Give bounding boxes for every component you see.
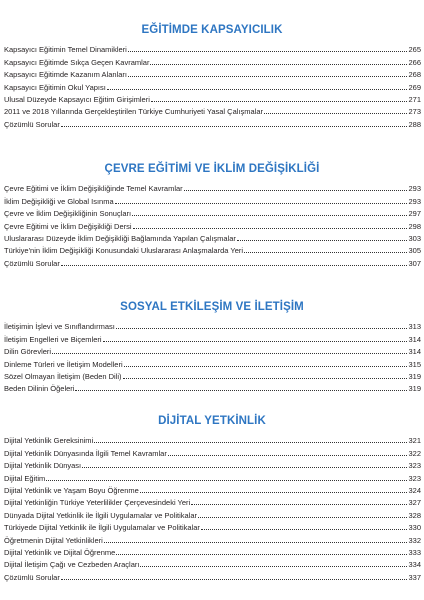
toc-entry-title: Dijital Yetkinlik Dünyasında İlgili Temel Kavramlar	[4, 448, 167, 458]
toc-entry-title: Uluslararası Düzeyde İklim Değişikliği Bağlamında Yapılan Çalışmalar	[4, 233, 236, 243]
toc-entry-page: 293	[408, 196, 421, 206]
toc-entry-title: 2011 ve 2018 Yıllarında Gerçekleştirilen Türkiye Cumhuriyeti Yasal Çalışmalar	[4, 107, 264, 117]
dot-leader	[61, 264, 408, 266]
toc-entry-page: 288	[408, 119, 421, 129]
toc-entry-title: Türkiye'nin İklim Değişikliği Konusundaki Uluslararası Anlaşmalarda Yeri	[4, 246, 244, 256]
toc-entry-page: 268	[408, 70, 421, 80]
section-title: ÇEVRE EĞİTİMİ VE İKLİM DEĞİŞİKLİĞİ	[104, 163, 320, 175]
toc-entry-title: Dijital İletişim Çağı ve Cezbeden Araçları	[4, 560, 140, 570]
toc-section-climate	[0, 163, 424, 268]
section-title: DİJİTAL YETKİNLİK	[158, 415, 266, 427]
toc-entry-page: 321	[408, 436, 421, 446]
toc-entry-title: Kapsayıcı Eğitimin Temel Dinamikleri	[4, 45, 127, 55]
dot-leader	[244, 251, 407, 253]
toc-entry-page: 273	[408, 107, 421, 117]
section-title: SOSYAL ETKİLEŞİM VE İLETİŞİM	[120, 301, 304, 313]
toc-entry	[4, 369, 421, 381]
dot-leader	[184, 189, 408, 191]
toc-entry-title: Kapsayıcı Eğitimin Okul Yapısı	[4, 82, 106, 92]
toc-entry-page: 328	[408, 510, 421, 520]
toc-entry-page: 332	[408, 535, 421, 545]
toc-entry-page: 297	[408, 209, 421, 219]
entry-list	[0, 319, 424, 393]
toc-entry	[4, 255, 421, 267]
toc-entry-page: 266	[408, 57, 421, 67]
dot-leader	[128, 75, 408, 77]
toc-entry	[4, 243, 421, 255]
toc-entry-page: 314	[408, 334, 421, 344]
toc-entry-title: Çözümlü Sorular	[4, 258, 60, 268]
toc-entry-page: 265	[408, 45, 421, 55]
dot-leader	[75, 389, 407, 391]
entry-list	[0, 433, 424, 582]
toc-entry-title: Ulusal Düzeyde Kapsayıcı Eğitim Girişimleri	[4, 94, 150, 104]
toc-entry-page: 323	[408, 461, 421, 471]
entry-list	[0, 42, 424, 129]
toc-entry-page: 293	[408, 184, 421, 194]
toc-entry	[4, 331, 421, 343]
toc-entry-page: 327	[408, 498, 421, 508]
dot-leader	[123, 377, 408, 379]
toc-entry	[4, 569, 421, 581]
toc-entry-title: Kapsayıcı Eğitimde Sıkça Geçen Kavramlar	[4, 57, 150, 67]
toc-entry	[4, 181, 421, 193]
dot-leader	[61, 125, 408, 127]
toc-entry-title: Dijital Yetkinlik ve Dijital Öğrenme	[4, 547, 116, 557]
dot-leader	[103, 340, 408, 342]
toc-entry-title: Dijital Eğitim	[4, 473, 46, 483]
toc-entry-title: Dijital Yetkinliğin Türkiye Yeterlilikler Çerçevesindeki Yeri	[4, 498, 191, 508]
toc-entry-page: 315	[408, 359, 421, 369]
dot-leader	[61, 578, 408, 580]
toc-entry	[4, 206, 421, 218]
dot-leader	[133, 227, 408, 229]
toc-entry	[4, 557, 421, 569]
toc-entry	[4, 231, 421, 243]
toc-entry-page: 319	[408, 371, 421, 381]
toc-entry-title: Çözümlü Sorular	[4, 119, 60, 129]
toc-entry	[4, 79, 421, 91]
dot-leader	[94, 441, 407, 443]
toc-entry-page: 337	[408, 572, 421, 582]
dot-leader	[46, 479, 407, 481]
dot-leader	[237, 239, 408, 241]
toc-entry	[4, 116, 421, 128]
toc-entry	[4, 507, 421, 519]
toc-entry	[4, 92, 421, 104]
toc-entry	[4, 545, 421, 557]
toc-entry-page: 322	[408, 448, 421, 458]
toc-entry	[4, 483, 421, 495]
dot-leader	[151, 100, 408, 102]
dot-leader	[104, 541, 408, 543]
toc-entry	[4, 218, 421, 230]
dot-leader	[128, 50, 408, 52]
dot-leader	[115, 202, 408, 204]
toc-section-communication	[0, 301, 424, 393]
toc-entry-title: İletişim Engelleri ve Biçemleri	[4, 334, 102, 344]
toc-entry-title: Çevre Eğitimi ve İklim Değişikliğinde Temel Kavramlar	[4, 184, 183, 194]
toc-entry-page: 271	[408, 94, 421, 104]
toc-entry-page: 324	[408, 485, 421, 495]
toc-entry	[4, 495, 421, 507]
toc-entry	[4, 433, 421, 445]
toc-entry-title: Dijital Yetkinlik ve Yaşam Boyu Öğrenme	[4, 485, 139, 495]
toc-entry-title: Beden Dilinin Öğeleri	[4, 384, 75, 394]
dot-leader	[198, 516, 407, 518]
toc-entry-page: 323	[408, 473, 421, 483]
dot-leader	[264, 112, 407, 114]
dot-leader	[150, 63, 407, 65]
toc-entry	[4, 470, 421, 482]
toc-entry-page: 314	[408, 347, 421, 357]
dot-leader	[124, 365, 408, 367]
toc-entry-page: 313	[408, 322, 421, 332]
toc-entry-page: 330	[408, 523, 421, 533]
toc-entry-title: Öğretmenin Dijital Yetkinlikleri	[4, 535, 103, 545]
toc-entry	[4, 532, 421, 544]
toc-entry	[4, 193, 421, 205]
toc-entry-title: Sözel Olmayan İletişim (Beden Dili)	[4, 371, 122, 381]
toc-entry-title: Çevre Eğitimi ve İklim Değişikliği Dersi	[4, 221, 132, 231]
toc-entry	[4, 445, 421, 457]
toc-entry	[4, 104, 421, 116]
toc-entry	[4, 54, 421, 66]
toc-entry	[4, 344, 421, 356]
toc-entry-title: Çevre ve İklim Değişikliğinin Sonuçları	[4, 209, 132, 219]
toc-entry	[4, 381, 421, 393]
dot-leader	[82, 466, 407, 468]
toc-entry-page: 305	[408, 246, 421, 256]
toc-entry-page: 298	[408, 221, 421, 231]
toc-entry-page: 303	[408, 233, 421, 243]
toc-entry	[4, 42, 421, 54]
toc-entry-page: 269	[408, 82, 421, 92]
toc-section-inclusive-education	[0, 24, 424, 129]
dot-leader	[140, 491, 408, 493]
toc-entry	[4, 319, 421, 331]
toc-entry-page: 334	[408, 560, 421, 570]
dot-leader	[140, 565, 407, 567]
toc-entry-page: 333	[408, 547, 421, 557]
toc-entry	[4, 67, 421, 79]
toc-entry-title: Türkiyede Dijital Yetkinlik ile İlgili Uygulamalar ve Politikalar	[4, 523, 200, 533]
toc-entry-title: Dijital Yetkinlik Dünyası	[4, 461, 82, 471]
toc-entry-title: Dilin Görevleri	[4, 347, 52, 357]
entry-list	[0, 181, 424, 268]
dot-leader	[116, 327, 408, 329]
toc-entry-title: İletişimin İşlevi ve Sınıflandırması	[4, 322, 115, 332]
toc-entry-page: 307	[408, 258, 421, 268]
toc-entry-title: Dijital Yetkinlik Gereksinimi	[4, 436, 94, 446]
dot-leader	[168, 454, 408, 456]
toc-entry	[4, 458, 421, 470]
toc-entry-title: Çözümlü Sorular	[4, 572, 60, 582]
dot-leader	[132, 214, 407, 216]
dot-leader	[191, 503, 407, 505]
dot-leader	[52, 352, 407, 354]
toc-entry-title: İklim Değişikliği ve Global Isınma	[4, 196, 114, 206]
toc-entry-page: 319	[408, 384, 421, 394]
dot-leader	[107, 88, 408, 90]
dot-leader	[116, 553, 407, 555]
section-title: EĞİTİMDE KAPSAYICILIK	[141, 24, 283, 36]
toc-entry-title: Dinleme Türleri ve İletişim Modelleri	[4, 359, 123, 369]
dot-leader	[201, 528, 408, 530]
toc-entry-title: Dünyada Dijital Yetkinlik ile İlgili Uygulamalar ve Politikalar	[4, 510, 198, 520]
toc-entry	[4, 520, 421, 532]
toc-entry	[4, 356, 421, 368]
toc-section-digital	[0, 415, 424, 582]
toc-entry-title: Kapsayıcı Eğitimde Kazanım Alanları	[4, 70, 127, 80]
